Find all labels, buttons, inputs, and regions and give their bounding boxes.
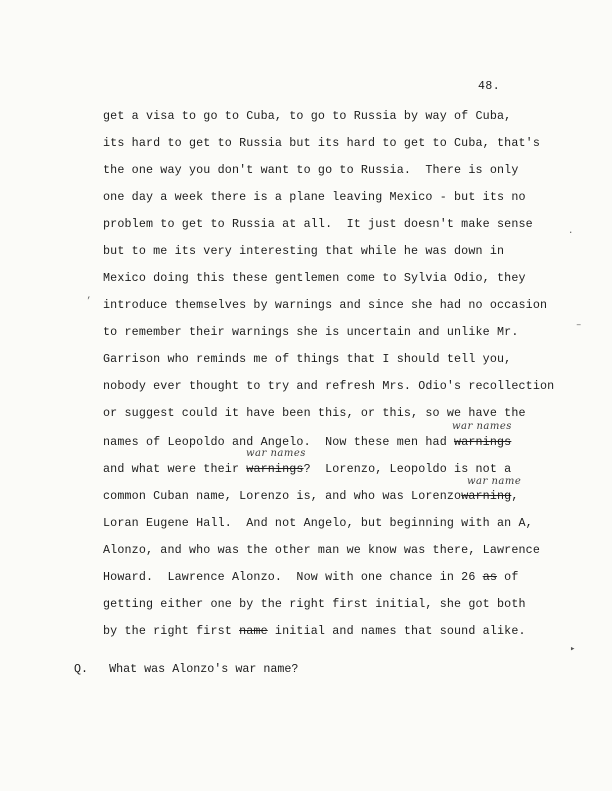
- text-line: or suggest could it have been this, or this, so we have the: [103, 406, 526, 420]
- text-line: problem to get to Russia at all. It just doesn't make sense: [103, 217, 533, 231]
- question-text: What was Alonzo's war name?: [109, 662, 299, 676]
- handwritten-note: war name: [467, 476, 522, 487]
- text-line: one day a week there is a plane leaving Mexico - but its no: [103, 190, 526, 204]
- struck-word: name: [239, 624, 268, 638]
- text-line: the one way you don't want to go to Russia. There is only: [103, 163, 519, 177]
- text-segment: ,: [511, 489, 519, 503]
- text-segment: by the right first: [103, 624, 240, 638]
- text-line: but to me its very interesting that while he was down in: [103, 244, 505, 258]
- question-line: [74, 662, 298, 676]
- text-segment: ? Lorenzo, Leopoldo is not a: [303, 462, 512, 476]
- text-line: getting either one by the right first initial, she got both: [103, 597, 526, 611]
- text-segment: and what were their: [103, 462, 247, 476]
- margin-mark: ’: [86, 296, 92, 306]
- text-line: [103, 624, 526, 638]
- text-segment: Howard. Lawrence Alonzo. Now with one chance in 26: [103, 570, 483, 584]
- text-line: Mexico doing this these gentlemen come to Sylvia Odio, they: [103, 271, 526, 285]
- text-line: to remember their warnings she is uncertain and unlike Mr.: [103, 325, 519, 339]
- handwritten-note: war names: [452, 421, 512, 432]
- text-line: nobody ever thought to try and refresh Mrs. Odio's recollection: [103, 379, 555, 393]
- text-line: Loran Eugene Hall. And not Angelo, but beginning with an A,: [103, 516, 533, 530]
- struck-word: warnings: [246, 462, 304, 476]
- text-line: Alonzo, and who was the other man we know was there, Lawrence: [103, 543, 540, 557]
- handwritten-note: war names: [246, 448, 306, 459]
- text-line: [103, 489, 519, 503]
- text-segment: names of Leopoldo and Angelo. Now these men had: [103, 435, 455, 449]
- struck-word: warnings: [454, 435, 512, 449]
- struck-word: warning: [461, 489, 512, 503]
- text-line: [103, 435, 511, 449]
- struck-word: as: [482, 570, 498, 584]
- margin-mark: ·: [568, 228, 574, 238]
- text-line: introduce themselves by warnings and since she had no occasion: [103, 298, 548, 312]
- question-label: Q.: [74, 662, 89, 676]
- margin-mark: ▸: [570, 644, 576, 654]
- text-segment: common Cuban name, Lorenzo is, and who was Lorenzo: [103, 489, 462, 503]
- text-segment: of: [497, 570, 519, 584]
- text-segment: initial and names that sound alike.: [267, 624, 526, 638]
- text-line: [103, 462, 511, 476]
- text-line: get a visa to go to Cuba, to go to Russia by way of Cuba,: [103, 109, 512, 123]
- text-line: [103, 570, 519, 584]
- text-line: Garrison who reminds me of things that I should tell you,: [103, 352, 512, 366]
- text-line: its hard to get to Russia but its hard to get to Cuba, that's: [103, 136, 540, 150]
- margin-mark: –: [576, 320, 582, 330]
- page-number: 48.: [478, 80, 501, 93]
